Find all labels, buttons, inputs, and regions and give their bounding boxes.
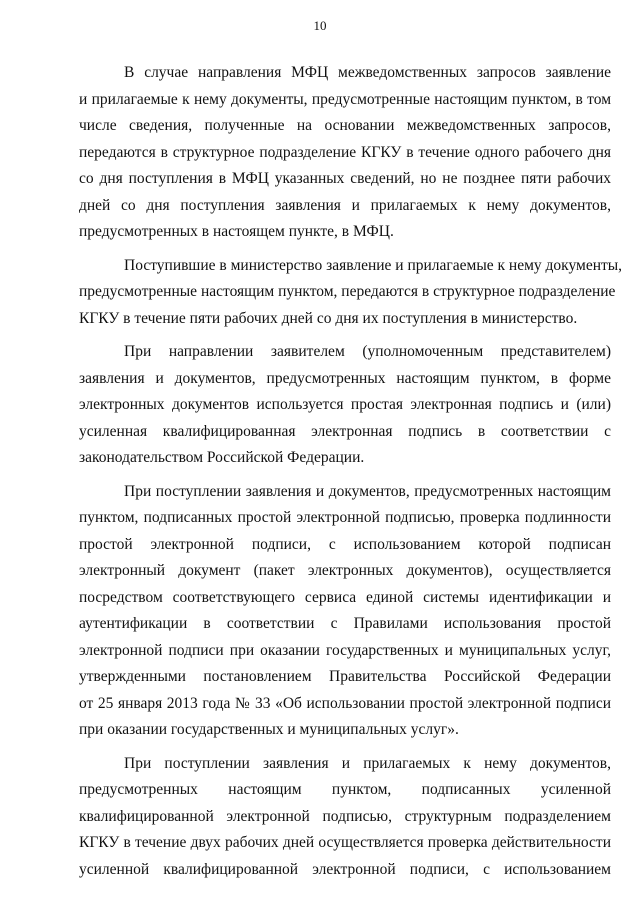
paragraph-3: [79, 339, 611, 472]
text-line: пунктом, подписанных простой электронной подписью, проверка подлинности: [79, 509, 611, 526]
text-line: КГКУ в течение двух рабочих дней осуществляется проверка действительности: [79, 834, 611, 851]
paragraph-2: [79, 253, 623, 333]
paragraph-5: [79, 751, 611, 884]
text-line: электронный документ (пакет электронных документов), осуществляется: [79, 562, 611, 579]
text-line: при оказании государственных и муниципальных услуг».: [79, 721, 459, 738]
text-line: При поступлении заявления и прилагаемых к нему документов,: [124, 754, 611, 772]
text-line: квалифицированной электронной подписью, структурным подразделением: [79, 807, 611, 825]
text-line: В случае направления МФЦ межведомственных запросов заявление: [124, 64, 611, 81]
text-line: передаются в структурное подразделение КГКУ в течение одного рабочего дня: [79, 143, 611, 161]
text-line: посредством соответствующего сервиса единой системы идентификации и: [79, 588, 611, 606]
text-line: предусмотренные настоящим пунктом, передаются в структурное подразделение: [79, 283, 616, 300]
text-line: предусмотренных в настоящем пункте, в МФЦ.: [79, 223, 394, 240]
text-line: При поступлении заявления и документов, предусмотренных настоящим: [124, 482, 611, 500]
text-line: усиленной квалифицированной электронной подписи, с использованием: [79, 860, 611, 878]
paragraph-4: [79, 479, 611, 744]
text-line: усиленная квалифицированная электронная подпись в соответствии с: [79, 422, 611, 440]
document-body: [79, 60, 623, 890]
text-line: электронной подписи при оказании государственных и муниципальных услуг,: [79, 641, 611, 659]
text-line: со дня поступления в МФЦ указанных сведений, но не позднее пяти рабочих: [79, 170, 611, 187]
text-line: предусмотренных настоящим пунктом, подписанных усиленной: [79, 781, 611, 798]
text-line: законодательством Российской Федерации.: [79, 449, 365, 466]
text-line: от 25 января 2013 года № 33 «Об использовании простой электронной подписи: [79, 694, 611, 712]
text-line: и прилагаемые к нему документы, предусмотренные настоящим пунктом, в том: [79, 90, 611, 108]
text-line: аутентификации в соответствии с Правилами использования простой: [79, 615, 611, 632]
text-line: утвержденными постановлением Правительства Российской Федерации: [79, 668, 611, 685]
text-line: КГКУ в течение пяти рабочих дней со дня их поступления в министерство.: [79, 309, 578, 327]
page-number: 10: [313, 18, 327, 33]
text-line: При направлении заявителем (уполномоченным представителем): [124, 343, 611, 360]
text-line: простой электронной подписи, с использованием которой подписан: [79, 535, 611, 553]
text-line: заявления и документов, предусмотренных настоящим пунктом, в форме: [79, 369, 611, 387]
text-line: электронных документов используется простая электронная подпись и (или): [79, 396, 611, 413]
paragraph-1: [79, 60, 611, 246]
text-line: дней со дня поступления заявления и прилагаемых к нему документов,: [79, 196, 611, 214]
text-line: Поступившие в министерство заявление и прилагаемые к нему документы,: [124, 256, 623, 274]
text-line: числе сведения, полученные на основании межведомственных запросов,: [79, 117, 611, 134]
